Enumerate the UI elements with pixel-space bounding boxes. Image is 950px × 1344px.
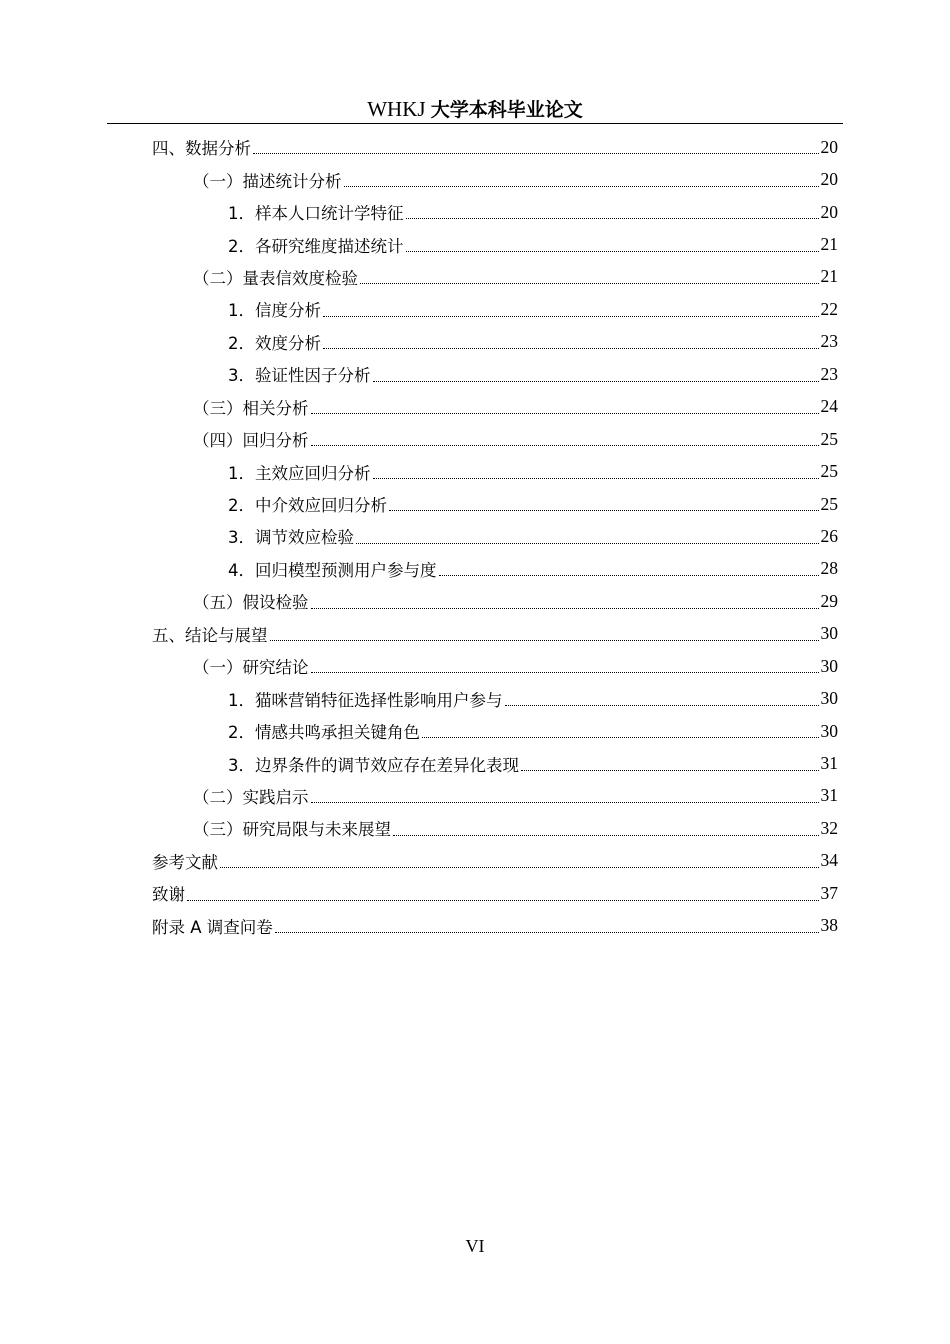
toc-entry[interactable] <box>152 650 838 682</box>
toc-entry-page: 20 <box>820 201 838 222</box>
toc-entry[interactable] <box>152 423 838 455</box>
toc-entry[interactable] <box>152 585 838 617</box>
toc-entry-title: （三）相关分析 <box>193 398 309 418</box>
toc-leader-dots <box>521 770 819 771</box>
toc-entry-page: 25 <box>820 461 838 482</box>
toc-entry-title: （三）研究局限与未来展望 <box>193 820 391 840</box>
toc-entry-title: 四、数据分析 <box>152 139 251 159</box>
toc-entry-page: 29 <box>820 590 838 611</box>
toc-entry[interactable] <box>152 520 838 552</box>
toc-entry-page: 32 <box>820 817 838 838</box>
toc-entry[interactable] <box>152 196 838 228</box>
toc-leader-dots <box>270 640 819 641</box>
toc-entry[interactable] <box>152 261 838 293</box>
toc-leader-dots <box>275 932 819 933</box>
toc-entry[interactable] <box>152 488 838 520</box>
toc-leader-dots <box>393 835 819 836</box>
toc-entry[interactable] <box>152 682 838 714</box>
header-title-chinese: 大学本科毕业论文 <box>430 99 583 121</box>
toc-entry-page: 25 <box>820 493 838 514</box>
toc-entry-page: 20 <box>820 136 838 157</box>
toc-entry-title: 4．回归模型预测用户参与度 <box>228 560 437 580</box>
toc-leader-dots <box>344 186 819 187</box>
toc-entry-title: 1．猫咪营销特征选择性影响用户参与 <box>228 690 503 710</box>
toc-entry-title: 附录 A 调查问卷 <box>152 917 273 937</box>
toc-entry-page: 21 <box>820 266 838 287</box>
toc-entry-page: 23 <box>820 363 838 384</box>
table-of-contents <box>152 131 838 942</box>
toc-entry[interactable] <box>152 131 838 163</box>
toc-entry-page: 30 <box>820 688 838 709</box>
toc-leader-dots <box>220 867 819 868</box>
toc-entry[interactable] <box>152 780 838 812</box>
toc-leader-dots <box>323 316 819 317</box>
header-rule <box>107 123 843 124</box>
toc-entry[interactable] <box>152 455 838 487</box>
toc-leader-dots <box>389 510 819 511</box>
toc-entry[interactable] <box>152 163 838 195</box>
toc-leader-dots <box>311 672 819 673</box>
toc-entry[interactable] <box>152 553 838 585</box>
toc-entry-title: 1．主效应回归分析 <box>228 463 371 483</box>
toc-entry-title: （一）研究结论 <box>193 658 309 678</box>
toc-entry-page: 38 <box>820 915 838 936</box>
toc-entry[interactable] <box>152 391 838 423</box>
toc-leader-dots <box>406 251 819 252</box>
toc-entry-page: 25 <box>820 428 838 449</box>
toc-entry[interactable] <box>152 910 838 942</box>
toc-leader-dots <box>311 413 819 414</box>
toc-leader-dots <box>311 608 819 609</box>
toc-leader-dots <box>311 802 819 803</box>
toc-entry-page: 26 <box>820 525 838 546</box>
toc-entry-title: （五）假设检验 <box>193 593 309 613</box>
toc-entry[interactable] <box>152 293 838 325</box>
toc-entry-page: 30 <box>820 655 838 676</box>
toc-leader-dots <box>253 153 819 154</box>
toc-entry[interactable] <box>152 618 838 650</box>
toc-leader-dots <box>439 575 819 576</box>
header-title-latin: WHKJ <box>367 97 431 121</box>
toc-entry-title: 1．信度分析 <box>228 301 321 321</box>
toc-entry-page: 34 <box>820 850 838 871</box>
toc-entry-page: 37 <box>820 882 838 903</box>
toc-leader-dots <box>187 900 819 901</box>
toc-entry-page: 31 <box>820 785 838 806</box>
toc-entry[interactable] <box>152 715 838 747</box>
page-header-title <box>0 94 950 125</box>
toc-entry-page: 21 <box>820 234 838 255</box>
toc-entry-title: 2．情感共鸣承担关键角色 <box>228 723 420 743</box>
toc-leader-dots <box>505 705 819 706</box>
toc-entry-title: 致谢 <box>152 885 185 905</box>
toc-entry[interactable] <box>152 877 838 909</box>
toc-entry-page: 22 <box>820 298 838 319</box>
toc-entry[interactable] <box>152 228 838 260</box>
toc-entry-page: 30 <box>820 720 838 741</box>
toc-entry-title: （二）实践启示 <box>193 787 309 807</box>
toc-entry-title: （二）量表信效度检验 <box>193 268 358 288</box>
toc-leader-dots <box>373 478 819 479</box>
toc-entry-page: 20 <box>820 169 838 190</box>
toc-entry-title: 2．效度分析 <box>228 333 321 353</box>
toc-entry-title: （一）描述统计分析 <box>193 171 342 191</box>
toc-leader-dots <box>356 543 819 544</box>
toc-entry-page: 30 <box>820 623 838 644</box>
toc-entry-title: 1．样本人口统计学特征 <box>228 204 404 224</box>
toc-entry[interactable] <box>152 845 838 877</box>
toc-entry[interactable] <box>152 747 838 779</box>
page-number: VI <box>465 1236 485 1256</box>
toc-entry[interactable] <box>152 358 838 390</box>
toc-entry-page: 23 <box>820 331 838 352</box>
toc-entry-title: 2．中介效应回归分析 <box>228 496 387 516</box>
toc-entry-title: 3．调节效应检验 <box>228 528 354 548</box>
toc-entry-title: 3．边界条件的调节效应存在差异化表现 <box>228 755 519 775</box>
toc-leader-dots <box>311 445 819 446</box>
toc-leader-dots <box>406 218 819 219</box>
toc-entry-page: 24 <box>820 396 838 417</box>
toc-entry-page: 31 <box>820 753 838 774</box>
toc-entry-title: 参考文献 <box>152 852 218 872</box>
toc-entry-title: （四）回归分析 <box>193 431 309 451</box>
toc-leader-dots <box>360 283 819 284</box>
toc-entry[interactable] <box>152 812 838 844</box>
toc-entry[interactable] <box>152 326 838 358</box>
toc-leader-dots <box>373 381 819 382</box>
toc-leader-dots <box>422 737 819 738</box>
toc-entry-title: 2．各研究维度描述统计 <box>228 236 404 256</box>
toc-leader-dots <box>323 348 819 349</box>
toc-entry-page: 28 <box>820 558 838 579</box>
toc-entry-title: 五、结论与展望 <box>152 625 268 645</box>
toc-entry-title: 3．验证性因子分析 <box>228 366 371 386</box>
